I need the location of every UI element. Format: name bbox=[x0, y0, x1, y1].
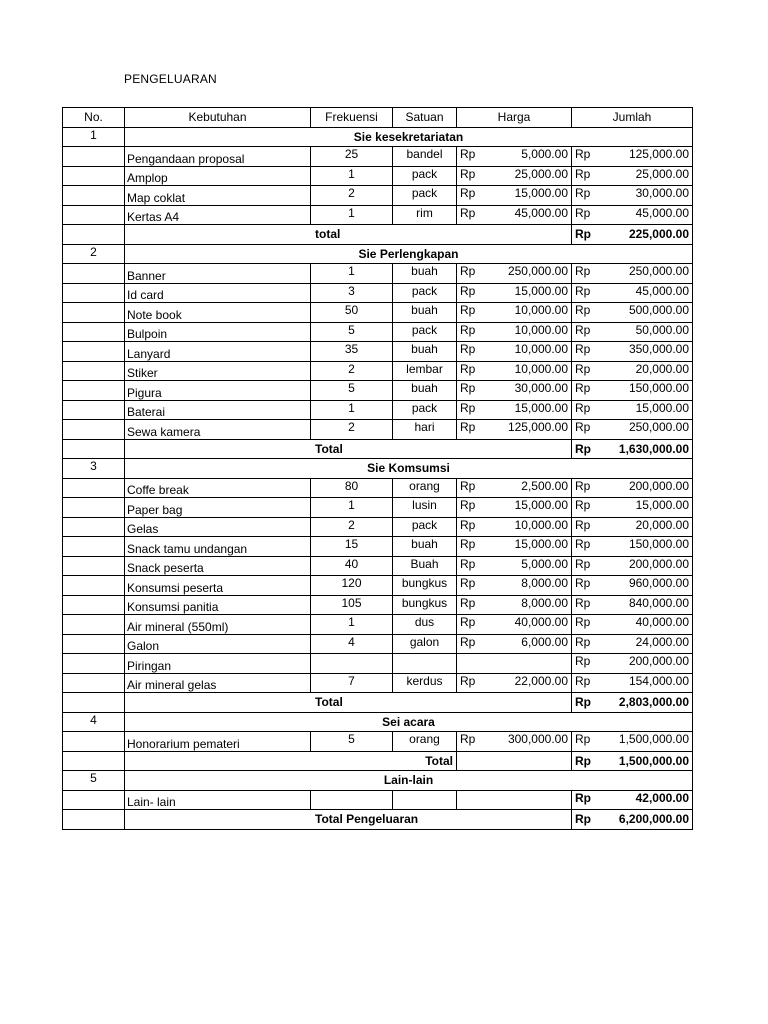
no-cell bbox=[63, 595, 125, 615]
price-currency: Rp bbox=[457, 556, 490, 576]
no-cell bbox=[63, 634, 125, 654]
section-total-row bbox=[63, 751, 693, 771]
no-cell bbox=[63, 166, 125, 186]
item-frequency bbox=[311, 790, 393, 810]
item-unit: bandel bbox=[393, 147, 457, 167]
section-total-value: 1,630,000.00 bbox=[605, 439, 693, 459]
section-total-row bbox=[63, 439, 693, 459]
section-name: Sie Perlengkapan bbox=[125, 244, 693, 264]
section-number: 4 bbox=[63, 712, 125, 732]
item-row bbox=[63, 498, 693, 518]
item-name: Kertas A4 bbox=[125, 205, 311, 225]
price-currency: Rp bbox=[457, 283, 490, 303]
no-cell bbox=[63, 673, 125, 693]
item-unit: pack bbox=[393, 400, 457, 420]
no-cell bbox=[63, 498, 125, 518]
price-currency: Rp bbox=[457, 595, 490, 615]
item-frequency: 15 bbox=[311, 537, 393, 557]
item-frequency: 105 bbox=[311, 595, 393, 615]
item-price: 10,000.00 bbox=[490, 517, 572, 537]
item-price: 15,000.00 bbox=[490, 400, 572, 420]
price-currency: Rp bbox=[457, 498, 490, 518]
item-unit: pack bbox=[393, 517, 457, 537]
price-currency: Rp bbox=[457, 517, 490, 537]
price-currency: Rp bbox=[457, 303, 490, 323]
item-unit: dus bbox=[393, 615, 457, 635]
section-total-value: 2,803,000.00 bbox=[605, 693, 693, 713]
item-frequency: 2 bbox=[311, 420, 393, 440]
item-unit: buah bbox=[393, 264, 457, 284]
section-total-label: Total bbox=[125, 693, 572, 713]
item-row bbox=[63, 381, 693, 401]
no-cell bbox=[63, 556, 125, 576]
price-currency: Rp bbox=[457, 361, 490, 381]
item-unit: pack bbox=[393, 283, 457, 303]
amount-currency: Rp bbox=[572, 478, 605, 498]
grand-total-value: 6,200,000.00 bbox=[605, 810, 693, 830]
item-name: Bulpoin bbox=[125, 322, 311, 342]
item-amount: 15,000.00 bbox=[605, 498, 693, 518]
amount-currency: Rp bbox=[572, 186, 605, 206]
no-cell bbox=[63, 790, 125, 810]
item-amount: 1,500,000.00 bbox=[605, 732, 693, 752]
section-total-row bbox=[63, 225, 693, 245]
section-name: Sie kesekretariatan bbox=[125, 127, 693, 147]
item-name: Gelas bbox=[125, 517, 311, 537]
item-frequency: 5 bbox=[311, 732, 393, 752]
price-currency: Rp bbox=[457, 342, 490, 362]
item-row bbox=[63, 264, 693, 284]
header-kebutuhan: Kebutuhan bbox=[125, 108, 311, 128]
item-row bbox=[63, 790, 693, 810]
amount-currency: Rp bbox=[572, 634, 605, 654]
no-cell bbox=[63, 537, 125, 557]
header-no: No. bbox=[63, 108, 125, 128]
item-frequency: 1 bbox=[311, 400, 393, 420]
item-row bbox=[63, 673, 693, 693]
price-currency: Rp bbox=[457, 576, 490, 596]
item-price: 30,000.00 bbox=[490, 381, 572, 401]
no-cell bbox=[63, 303, 125, 323]
item-price: 45,000.00 bbox=[490, 205, 572, 225]
item-price: 8,000.00 bbox=[490, 576, 572, 596]
price-currency: Rp bbox=[457, 147, 490, 167]
item-price: 8,000.00 bbox=[490, 595, 572, 615]
item-amount: 350,000.00 bbox=[605, 342, 693, 362]
total-currency: Rp bbox=[572, 751, 605, 771]
item-amount: 200,000.00 bbox=[605, 654, 693, 674]
header-jumlah: Jumlah bbox=[572, 108, 693, 128]
item-name: Piringan bbox=[125, 654, 311, 674]
price-currency: Rp bbox=[457, 537, 490, 557]
item-name: Air mineral gelas bbox=[125, 673, 311, 693]
price-currency: Rp bbox=[457, 264, 490, 284]
item-name: Honorarium pemateri bbox=[125, 732, 311, 752]
item-row bbox=[63, 303, 693, 323]
amount-currency: Rp bbox=[572, 556, 605, 576]
price-currency: Rp bbox=[457, 186, 490, 206]
item-unit: buah bbox=[393, 381, 457, 401]
amount-currency: Rp bbox=[572, 322, 605, 342]
item-frequency: 2 bbox=[311, 361, 393, 381]
amount-currency: Rp bbox=[572, 537, 605, 557]
amount-currency: Rp bbox=[572, 381, 605, 401]
item-name: Konsumsi panitia bbox=[125, 595, 311, 615]
item-amount: 20,000.00 bbox=[605, 361, 693, 381]
item-price: 10,000.00 bbox=[490, 361, 572, 381]
item-unit: pack bbox=[393, 186, 457, 206]
item-amount: 50,000.00 bbox=[605, 322, 693, 342]
expense-table-body bbox=[63, 108, 693, 830]
amount-currency: Rp bbox=[572, 283, 605, 303]
amount-currency: Rp bbox=[572, 790, 605, 810]
item-unit: hari bbox=[393, 420, 457, 440]
item-unit: kerdus bbox=[393, 673, 457, 693]
item-name: Stiker bbox=[125, 361, 311, 381]
price-currency: Rp bbox=[457, 732, 490, 752]
section-total-label: Total bbox=[125, 751, 457, 771]
header-satuan: Satuan bbox=[393, 108, 457, 128]
expense-table bbox=[62, 107, 693, 830]
item-price: 40,000.00 bbox=[490, 615, 572, 635]
item-unit: lembar bbox=[393, 361, 457, 381]
no-cell bbox=[63, 264, 125, 284]
amount-currency: Rp bbox=[572, 303, 605, 323]
item-frequency: 1 bbox=[311, 264, 393, 284]
item-name: Amplop bbox=[125, 166, 311, 186]
item-frequency: 50 bbox=[311, 303, 393, 323]
item-price: 250,000.00 bbox=[490, 264, 572, 284]
item-row bbox=[63, 478, 693, 498]
header-frekuensi: Frekuensi bbox=[311, 108, 393, 128]
no-cell bbox=[63, 732, 125, 752]
item-frequency: 35 bbox=[311, 342, 393, 362]
no-cell bbox=[63, 439, 125, 459]
no-cell bbox=[63, 400, 125, 420]
item-price: 5,000.00 bbox=[490, 556, 572, 576]
item-unit: orang bbox=[393, 478, 457, 498]
no-cell bbox=[63, 576, 125, 596]
item-unit: bungkus bbox=[393, 595, 457, 615]
item-price: 300,000.00 bbox=[490, 732, 572, 752]
item-unit: bungkus bbox=[393, 576, 457, 596]
item-amount: 25,000.00 bbox=[605, 166, 693, 186]
item-amount: 45,000.00 bbox=[605, 205, 693, 225]
item-price: 15,000.00 bbox=[490, 537, 572, 557]
no-cell bbox=[63, 420, 125, 440]
amount-currency: Rp bbox=[572, 595, 605, 615]
no-cell bbox=[63, 654, 125, 674]
item-amount: 15,000.00 bbox=[605, 400, 693, 420]
amount-currency: Rp bbox=[572, 654, 605, 674]
section-header-row bbox=[63, 244, 693, 264]
item-unit bbox=[393, 654, 457, 674]
item-unit: buah bbox=[393, 537, 457, 557]
section-total-label: total bbox=[125, 225, 572, 245]
item-row bbox=[63, 186, 693, 206]
item-price: 15,000.00 bbox=[490, 498, 572, 518]
item-unit bbox=[393, 790, 457, 810]
item-amount: 200,000.00 bbox=[605, 478, 693, 498]
item-name: Baterai bbox=[125, 400, 311, 420]
no-cell bbox=[63, 147, 125, 167]
item-amount: 24,000.00 bbox=[605, 634, 693, 654]
item-name: Banner bbox=[125, 264, 311, 284]
item-amount: 200,000.00 bbox=[605, 556, 693, 576]
item-unit: lusin bbox=[393, 498, 457, 518]
item-price: 5,000.00 bbox=[490, 147, 572, 167]
item-amount: 840,000.00 bbox=[605, 595, 693, 615]
item-name: Paper bag bbox=[125, 498, 311, 518]
item-row bbox=[63, 634, 693, 654]
price-currency: Rp bbox=[457, 478, 490, 498]
item-row bbox=[63, 576, 693, 596]
price-currency: Rp bbox=[457, 322, 490, 342]
item-name: Konsumsi peserta bbox=[125, 576, 311, 596]
price-currency: Rp bbox=[457, 673, 490, 693]
item-frequency: 1 bbox=[311, 166, 393, 186]
item-frequency: 2 bbox=[311, 517, 393, 537]
amount-currency: Rp bbox=[572, 166, 605, 186]
item-name: Coffe break bbox=[125, 478, 311, 498]
section-name: Sie Komsumsi bbox=[125, 459, 693, 479]
amount-currency: Rp bbox=[572, 264, 605, 284]
item-frequency: 1 bbox=[311, 615, 393, 635]
price-currency: Rp bbox=[457, 381, 490, 401]
item-price: 15,000.00 bbox=[490, 186, 572, 206]
amount-currency: Rp bbox=[572, 400, 605, 420]
item-price: 10,000.00 bbox=[490, 322, 572, 342]
item-frequency: 5 bbox=[311, 381, 393, 401]
total-currency: Rp bbox=[572, 225, 605, 245]
no-cell bbox=[63, 693, 125, 713]
price-currency: Rp bbox=[457, 400, 490, 420]
item-amount: 125,000.00 bbox=[605, 147, 693, 167]
amount-currency: Rp bbox=[572, 147, 605, 167]
item-row bbox=[63, 517, 693, 537]
item-row bbox=[63, 537, 693, 557]
item-amount: 45,000.00 bbox=[605, 283, 693, 303]
item-name: Note book bbox=[125, 303, 311, 323]
header-row bbox=[63, 108, 693, 128]
price-currency: Rp bbox=[457, 205, 490, 225]
no-cell bbox=[63, 205, 125, 225]
item-name: Map coklat bbox=[125, 186, 311, 206]
amount-currency: Rp bbox=[572, 517, 605, 537]
item-frequency: 5 bbox=[311, 322, 393, 342]
item-amount: 42,000.00 bbox=[605, 790, 693, 810]
item-unit: galon bbox=[393, 634, 457, 654]
item-name: Galon bbox=[125, 634, 311, 654]
item-row bbox=[63, 400, 693, 420]
item-amount: 154,000.00 bbox=[605, 673, 693, 693]
item-frequency: 7 bbox=[311, 673, 393, 693]
section-header-row bbox=[63, 127, 693, 147]
item-frequency: 2 bbox=[311, 186, 393, 206]
amount-currency: Rp bbox=[572, 361, 605, 381]
price-currency bbox=[457, 654, 490, 674]
no-cell bbox=[63, 810, 125, 830]
item-row bbox=[63, 361, 693, 381]
item-name: Pengandaan proposal bbox=[125, 147, 311, 167]
item-unit: orang bbox=[393, 732, 457, 752]
grand-total-row bbox=[63, 810, 693, 830]
amount-currency: Rp bbox=[572, 342, 605, 362]
total-currency: Rp bbox=[572, 693, 605, 713]
section-number: 5 bbox=[63, 771, 125, 791]
item-amount: 250,000.00 bbox=[605, 264, 693, 284]
section-name: Sei acara bbox=[125, 712, 693, 732]
item-frequency: 1 bbox=[311, 205, 393, 225]
item-row bbox=[63, 420, 693, 440]
no-cell bbox=[63, 381, 125, 401]
amount-currency: Rp bbox=[572, 205, 605, 225]
item-price: 6,000.00 bbox=[490, 634, 572, 654]
item-unit: buah bbox=[393, 342, 457, 362]
section-total-row bbox=[63, 693, 693, 713]
section-total-value: 225,000.00 bbox=[605, 225, 693, 245]
item-name: Lanyard bbox=[125, 342, 311, 362]
item-name: Pigura bbox=[125, 381, 311, 401]
amount-currency: Rp bbox=[572, 732, 605, 752]
no-cell bbox=[63, 517, 125, 537]
price-currency: Rp bbox=[457, 166, 490, 186]
no-cell bbox=[63, 322, 125, 342]
item-amount: 960,000.00 bbox=[605, 576, 693, 596]
item-frequency: 4 bbox=[311, 634, 393, 654]
amount-currency: Rp bbox=[572, 673, 605, 693]
amount-currency: Rp bbox=[572, 498, 605, 518]
price-currency: Rp bbox=[457, 420, 490, 440]
item-unit: Buah bbox=[393, 556, 457, 576]
item-frequency: 25 bbox=[311, 147, 393, 167]
no-cell bbox=[63, 751, 125, 771]
amount-currency: Rp bbox=[572, 615, 605, 635]
item-price: 10,000.00 bbox=[490, 342, 572, 362]
section-name: Lain-lain bbox=[125, 771, 693, 791]
price-currency: Rp bbox=[457, 634, 490, 654]
section-number: 2 bbox=[63, 244, 125, 264]
header-harga: Harga bbox=[457, 108, 572, 128]
item-price: 2,500.00 bbox=[490, 478, 572, 498]
section-number: 1 bbox=[63, 127, 125, 147]
item-frequency: 1 bbox=[311, 498, 393, 518]
item-price: 125,000.00 bbox=[490, 420, 572, 440]
item-row bbox=[63, 205, 693, 225]
no-cell bbox=[63, 478, 125, 498]
item-name: Air mineral (550ml) bbox=[125, 615, 311, 635]
grand-total-label: Total Pengeluaran bbox=[125, 810, 572, 830]
item-price: 15,000.00 bbox=[490, 283, 572, 303]
item-price: 10,000.00 bbox=[490, 303, 572, 323]
item-name: Snack peserta bbox=[125, 556, 311, 576]
no-cell bbox=[63, 361, 125, 381]
blank-cell bbox=[457, 751, 572, 771]
item-row bbox=[63, 556, 693, 576]
item-name: Sewa kamera bbox=[125, 420, 311, 440]
item-amount: 150,000.00 bbox=[605, 381, 693, 401]
amount-currency: Rp bbox=[572, 576, 605, 596]
item-price: 25,000.00 bbox=[490, 166, 572, 186]
item-row bbox=[63, 322, 693, 342]
item-frequency bbox=[311, 654, 393, 674]
item-unit: rim bbox=[393, 205, 457, 225]
item-unit: pack bbox=[393, 166, 457, 186]
item-amount: 500,000.00 bbox=[605, 303, 693, 323]
item-frequency: 80 bbox=[311, 478, 393, 498]
item-unit: buah bbox=[393, 303, 457, 323]
item-amount: 20,000.00 bbox=[605, 517, 693, 537]
item-row bbox=[63, 166, 693, 186]
section-total-label: Total bbox=[125, 439, 572, 459]
item-frequency: 120 bbox=[311, 576, 393, 596]
item-price bbox=[490, 790, 572, 810]
section-header-row bbox=[63, 712, 693, 732]
item-row bbox=[63, 595, 693, 615]
section-header-row bbox=[63, 459, 693, 479]
item-amount: 150,000.00 bbox=[605, 537, 693, 557]
item-name: Id card bbox=[125, 283, 311, 303]
no-cell bbox=[63, 283, 125, 303]
section-total-value: 1,500,000.00 bbox=[605, 751, 693, 771]
item-frequency: 40 bbox=[311, 556, 393, 576]
item-unit: pack bbox=[393, 322, 457, 342]
item-row bbox=[63, 342, 693, 362]
item-row bbox=[63, 147, 693, 167]
item-name: Snack tamu undangan bbox=[125, 537, 311, 557]
item-amount: 30,000.00 bbox=[605, 186, 693, 206]
item-name: Lain- lain bbox=[125, 790, 311, 810]
grand-total-currency: Rp bbox=[572, 810, 605, 830]
no-cell bbox=[63, 225, 125, 245]
item-price: 22,000.00 bbox=[490, 673, 572, 693]
amount-currency: Rp bbox=[572, 420, 605, 440]
price-currency: Rp bbox=[457, 615, 490, 635]
item-row bbox=[63, 615, 693, 635]
no-cell bbox=[63, 342, 125, 362]
section-header-row bbox=[63, 771, 693, 791]
item-frequency: 3 bbox=[311, 283, 393, 303]
item-row bbox=[63, 283, 693, 303]
item-row bbox=[63, 732, 693, 752]
price-currency bbox=[457, 790, 490, 810]
item-row bbox=[63, 654, 693, 674]
no-cell bbox=[63, 186, 125, 206]
item-price bbox=[490, 654, 572, 674]
document-title: PENGELUARAN bbox=[124, 72, 217, 86]
total-currency: Rp bbox=[572, 439, 605, 459]
no-cell bbox=[63, 615, 125, 635]
section-number: 3 bbox=[63, 459, 125, 479]
item-amount: 40,000.00 bbox=[605, 615, 693, 635]
item-amount: 250,000.00 bbox=[605, 420, 693, 440]
